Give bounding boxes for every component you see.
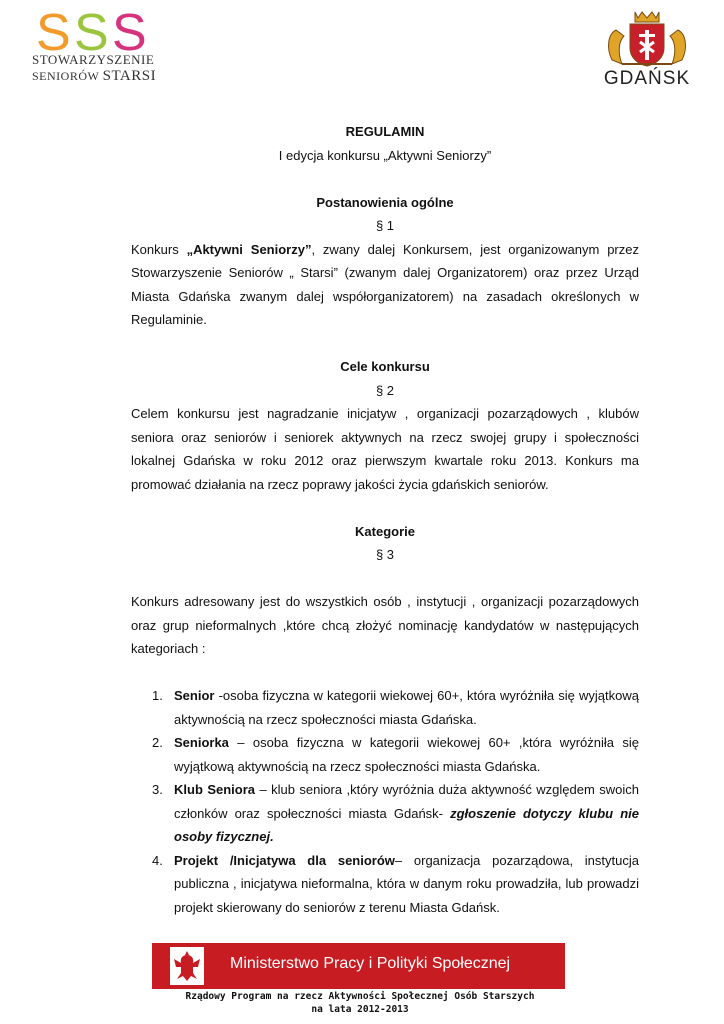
section1-text-bold: „Aktywni Seniorzy” <box>186 241 312 257</box>
document-subtitle: I edycja konkursu „Aktywni Seniorzy” <box>278 147 492 163</box>
list-item-number: 3. <box>152 782 163 797</box>
list-item-number: 1. <box>152 688 163 703</box>
sss-logo-name-line1: STOWARZYSZENIE <box>32 52 155 67</box>
list-item-number: 2. <box>152 735 163 750</box>
document-title: REGULAMIN <box>345 124 425 139</box>
eagle-emblem <box>170 947 204 985</box>
list-item-term: Klub Seniora <box>174 782 256 797</box>
sss-logo-letters-pink: S <box>112 12 147 54</box>
section1-paragraph-mark: § 1 <box>375 218 395 233</box>
program-line2: na lata 2012-2013 <box>311 1004 409 1015</box>
section1-heading: Postanowienia ogólne <box>316 194 454 210</box>
list-item-desc: – osoba fizyczna w kategorii wiekowej 60+ ,która wyróżniła się wyjątkową aktywnością na rzecz społeczności miasta Gdańska. <box>174 735 639 774</box>
gdansk-logo-text: GDAŃSK <box>603 68 691 89</box>
list-item-term: Projekt /Inicjatywa dla seniorów <box>174 852 395 868</box>
section3-intro: Konkurs adresowany jest do wszystkich osób , instytucji , organizacji pozarządowych oraz grup nieformalnych ,które chcą złożyć nominację kandydatów w następujących kategoriach : <box>131 594 639 656</box>
list-item-note: zgłoszenie dotyczy klubu nie osoby fizycznej. <box>174 805 639 844</box>
list-item-desc: – klub seniora ,który wyróżnia duża aktywność względem swoich członków oraz społeczności miasta Gdańsk- <box>174 782 639 821</box>
list-item-term: Senior <box>174 688 215 703</box>
list-item-term: Seniorka <box>174 735 229 750</box>
section3-heading: Kategorie <box>355 523 415 539</box>
sss-logo-letters-green: S <box>74 12 109 54</box>
category-list <box>131 684 639 919</box>
section2-heading: Cele konkursu <box>340 359 430 374</box>
eagle-icon <box>170 947 204 985</box>
list-item-number: 4. <box>152 852 163 868</box>
section1-text-post: , zwany dalej Konkursem, jest organizowanym przez Stowarzyszenie Seniorów „ Starsi” (zwanym dalej Organizatorem) oraz przez Urząd Miasta Gdańska zwanym dalej współorganizatorem) na zasadach określonych w Regulaminie. <box>131 241 639 327</box>
section2-text: Celem konkursu jest nagradzanie inicjatyw , organizacji pozarządowych , klubów seniora oraz seniorów i seniorek aktywnych na rzecz swojej grupy i społeczności lokalnej Gdańska w roku 2012 oraz pierwszym kwartale roku 2013. Konkurs ma promować działania na rzecz poprawy jakości życia gdańskich seniorów. <box>131 406 639 492</box>
section1-text <box>131 238 639 332</box>
sss-logo-letters: S <box>36 12 67 54</box>
list-item-desc: -osoba fizyczna w kategorii wiekowej 60+, która wyróżniła się wyjątkową aktywnością na rzecz społeczności miasta Gdańska. <box>174 688 639 727</box>
regulation-document <box>131 120 639 919</box>
list-item <box>131 849 639 920</box>
list-item <box>131 684 639 731</box>
list-item <box>131 778 639 849</box>
program-line1: Rządowy Program na rzecz Aktywności Społecznej Osób Starszych <box>185 991 535 1002</box>
section2-paragraph-mark: § 2 <box>375 382 395 398</box>
gdansk-crest-icon <box>602 8 692 68</box>
list-item <box>131 731 639 778</box>
ministry-banner <box>152 943 565 989</box>
list-item-desc: – organizacja pozarządowa, instytucja publiczna , inicjatywa nieformalna, która w danym roku prowadziła, lub prowadzi projekt skierowany do seniorów z terenu Miasta Gdańsk. <box>174 852 639 915</box>
sss-logo-seniorow: SENIORÓW <box>32 69 100 83</box>
sss-logo-mark <box>36 12 166 54</box>
sss-logo-name-line2 <box>32 68 156 85</box>
program-caption <box>140 990 580 1016</box>
section1-text-pre: Konkurs <box>131 241 187 257</box>
sss-logo <box>30 12 170 82</box>
section3-paragraph-mark: § 3 <box>375 547 395 562</box>
gdansk-logo <box>598 8 696 92</box>
ministry-name: Ministerstwo Pracy i Polityki Społecznej <box>230 955 511 972</box>
sss-logo-starsi: STARSI <box>102 68 157 84</box>
